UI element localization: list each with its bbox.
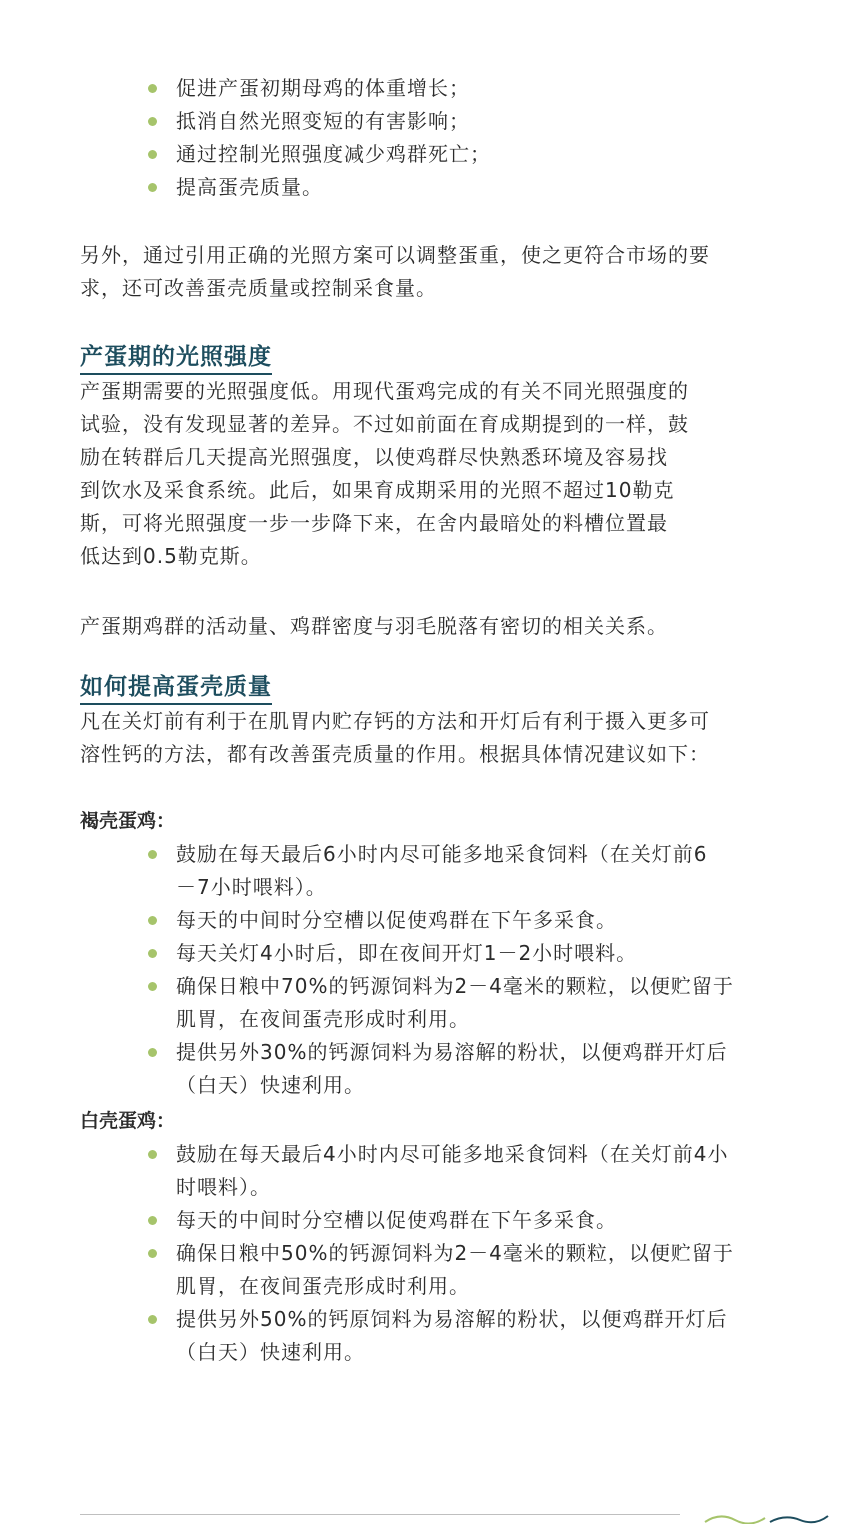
bullet-icon [148, 850, 157, 859]
top-bullet-list [176, 72, 491, 204]
section-heading-light-intensity: 产蛋期的光照强度 [80, 342, 272, 372]
section-heading-shell-quality: 如何提高蛋壳质量 [80, 672, 272, 702]
list-item: 提高蛋壳质量。 [176, 171, 491, 204]
bullet-icon [148, 117, 157, 126]
list-item: 每天的中间时分空槽以促使鸡群在下午多采食。 [176, 1204, 734, 1237]
white-layers-title: 白壳蛋鸡： [80, 1110, 176, 1132]
bullet-icon [148, 982, 157, 991]
list-item: 鼓励在每天最后4小时内尽可能多地采食饲料（在关灯前4小 时喂料）。 [176, 1138, 734, 1204]
brown-layers-list [176, 838, 734, 1102]
list-item: 鼓励在每天最后6小时内尽可能多地采食饲料（在关灯前6 －7小时喂料）。 [176, 838, 734, 904]
list-item: 促进产蛋初期母鸡的体重增长； [176, 72, 491, 105]
bullet-icon [148, 183, 157, 192]
brown-layers-title: 褐壳蛋鸡： [80, 810, 176, 832]
list-item: 提供另外30%的钙源饲料为易溶解的粉状，以便鸡群开灯后 （白天）快速利用。 [176, 1036, 734, 1102]
bullet-icon [148, 1150, 157, 1159]
section1-paragraph: 产蛋期需要的光照强度低。用现代蛋鸡完成的有关不同光照强度的 试验，没有发现显著的差异。不过如前面在育成期提到的一样，鼓 励在转群后几天提高光照强度，以使鸡群尽快熟悉环境及容易找 到饮水及采食系统。此后，如果育成期采用的光照不超过10勒克 斯，可将光照强度一步一步降下来，在舍内最暗处的料槽位置最 低达到0.5勒克斯。 [80, 379, 689, 568]
bullet-icon [148, 1315, 157, 1324]
bullet-icon [148, 916, 157, 925]
list-item: 确保日粮中50%的钙源饲料为2－4毫米的颗粒，以便贮留于 肌胃，在夜间蛋壳形成时利用。 [176, 1237, 734, 1303]
section2-paragraph: 凡在关灯前有利于在肌胃内贮存钙的方法和开灯后有利于摄入更多可 溶性钙的方法，都有改善蛋壳质量的作用。根据具体情况建议如下： [80, 709, 710, 766]
bullet-icon [148, 150, 157, 159]
section1-note: 产蛋期鸡群的活动量、鸡群密度与羽毛脱落有密切的相关关系。 [80, 614, 668, 638]
list-item: 确保日粮中70%的钙源饲料为2－4毫米的颗粒，以便贮留于 肌胃，在夜间蛋壳形成时利用。 [176, 970, 734, 1036]
list-item: 每天的中间时分空槽以促使鸡群在下午多采食。 [176, 904, 734, 937]
bullet-icon [148, 84, 157, 93]
list-item: 提供另外50%的钙原饲料为易溶解的粉状，以便鸡群开灯后 （白天）快速利用。 [176, 1303, 734, 1369]
bullet-icon [148, 1216, 157, 1225]
paragraph-extra: 另外，通过引用正确的光照方案可以调整蛋重，使之更符合市场的要 求，还可改善蛋壳质量或控制采食量。 [80, 243, 710, 300]
bullet-icon [148, 1249, 157, 1258]
footer-logo-icon [700, 1510, 830, 1524]
list-item: 每天关灯4小时后，即在夜间开灯1－2小时喂料。 [176, 937, 734, 970]
footer-divider [80, 1514, 680, 1515]
bullet-icon [148, 1048, 157, 1057]
bullet-icon [148, 949, 157, 958]
list-item: 抵消自然光照变短的有害影响； [176, 105, 491, 138]
list-item: 通过控制光照强度减少鸡群死亡； [176, 138, 491, 171]
white-layers-list [176, 1138, 734, 1369]
